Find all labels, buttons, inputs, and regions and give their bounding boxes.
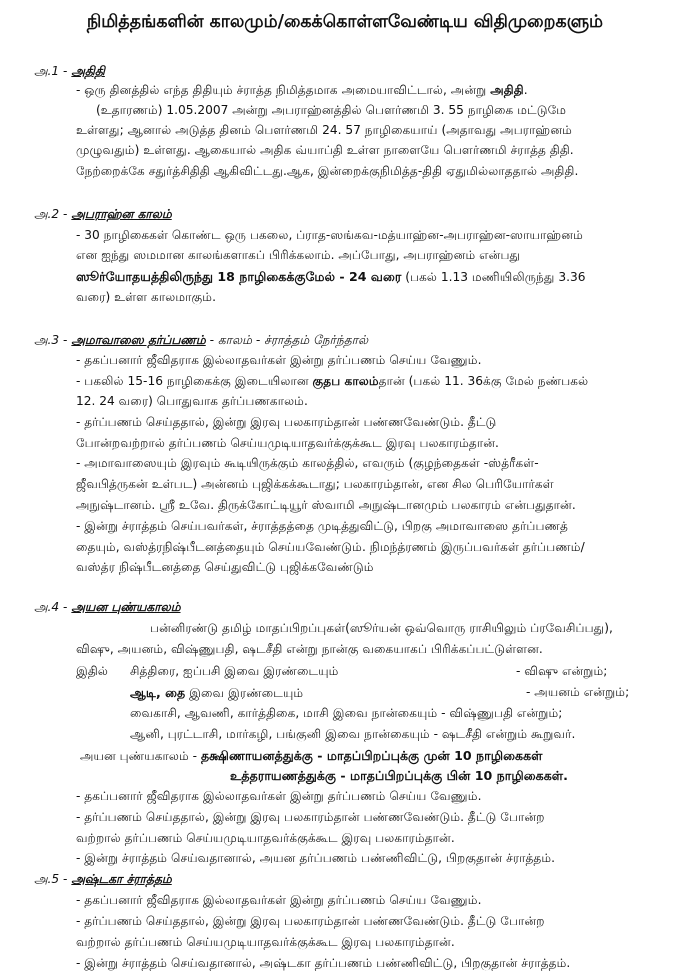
- paragraph-line: - தர்ப்பணம் செய்ததால், இன்று இரவு பலகாரம்தான் பண்ணவேண்டும். தீட்டு போன்ற: [76, 914, 545, 928]
- heading-dash: -: [59, 207, 72, 221]
- section-title: அதிதி: [71, 64, 105, 78]
- text-span: (பகல் 1.13 மணியிலிருந்து 3.36: [401, 270, 586, 284]
- paragraph-line: - இன்று ச்ராத்தம் செய்வதானால், அயன தர்ப்பணம் பண்ணிவிட்டு, பிறகுதான் ச்ராத்தம்.: [76, 851, 556, 865]
- page-title: நிமித்தங்களின் காலமும்/கைக்கொள்ளவேண்டிய விதிமுறைகளும்: [86, 12, 604, 32]
- paragraph-line: அநுஷ்டானம். ஸ்ரீ உவே. திருக்கோட்டியூர் ஸ்வாமி அநுஷ்டானமும் பலகாரம் என்பதுதான்.: [76, 498, 576, 512]
- classification-row: ஆனி, புரட்டாசி, மார்கழி, பங்குனி இவை நான்கையும் - ஷடசீதி என்றும் கூறுவர்.: [130, 727, 576, 741]
- section-2-heading: [34, 207, 172, 222]
- text-span: அயன புண்யகாலம் -: [80, 749, 201, 763]
- heading-dash: -: [59, 333, 72, 347]
- heading-dash: -: [59, 64, 72, 78]
- section-number: அ.1: [34, 64, 60, 78]
- paragraph-line: வற்றால் தர்ப்பணம் செய்யமுடியாதவர்க்குக்கூட இரவு பலகாரம்தான்.: [76, 935, 455, 949]
- classification-type: - அயனம் என்றும்;: [526, 685, 630, 699]
- section-title: அயன புண்யகாலம்: [71, 600, 181, 614]
- section-subtitle: - காலம் - ச்ராத்தம் நேர்ந்தால்: [205, 333, 369, 347]
- text-span: - ஒரு தினத்தில் எந்த திதியும் ச்ராத்த நிமித்தமாக அமையாவிட்டால், அன்று: [76, 83, 491, 97]
- paragraph-line: (உதாரணம்) 1.05.2007 அன்று அபராஹ்னத்தில் பௌர்ணமி 3. 55 நாழிகை மட்டுமே: [96, 103, 567, 117]
- paragraph-line: என ஐந்து ஸமமான காலங்களாகப் பிரிக்கலாம். அப்போது, அபராஹ்னம் என்பது: [76, 248, 521, 262]
- section-5-heading: [34, 872, 172, 887]
- paragraph-line: தையும், வஸ்த்ரநிஷ்பீடனத்தையும் செய்யவேண்டும். நிமந்த்ரணம் இருப்பவர்கள் தர்ப்பணம்/: [76, 540, 585, 554]
- paragraph-line: - தர்ப்பணம் செய்ததால், இன்று இரவு பலகாரம்தான் பண்ணவேண்டும். தீட்டு: [76, 415, 497, 429]
- classification-type: - விஷு என்றும்;: [516, 664, 608, 678]
- paragraph-line: - இன்று ச்ராத்தம் செய்வதானால், அஷ்டகா தர்ப்பணம் பண்ணிவிட்டு, பிறகுதான் ச்ராத்தம்.: [76, 956, 571, 970]
- paragraph-line: - தகப்பனார் ஜீவிதராக இல்லாதவர்கள் இன்று தர்ப்பணம் செய்ய வேணும்.: [76, 893, 482, 907]
- paragraph-line: நேற்றைக்கே சதுர்த்சிதிதி ஆகிவிட்டது.ஆக, இன்றைக்குநிமித்த-திதி ஏதுமில்லாததால் அதிதி.: [76, 164, 579, 178]
- ayana-line: [80, 748, 543, 764]
- paragraph-line: - தகப்பனார் ஜீவிதராக இல்லாதவர்கள் இன்று தர்ப்பணம் செய்ய வேணும்.: [76, 353, 482, 367]
- paragraph-line: - அமாவாஸையும் இரவும் கூடியிருக்கும் காலத்தில், எவரும் (குழந்தைகள் -ஸ்த்ரீகள்-: [76, 456, 539, 470]
- paragraph-line: - இன்று ச்ராத்தம் செய்பவர்கள், ச்ராத்தத்தை முடித்துவிட்டு, பிறகு அமாவாஸை தர்ப்பணத்: [76, 519, 568, 533]
- section-number: அ.3: [34, 333, 60, 347]
- bold-term: உத்தராயணத்துக்கு - மாதப்பிறப்புக்கு பின் 10 நாழிகைகள்.: [230, 768, 568, 783]
- classification-label: இதில்: [76, 664, 108, 678]
- paragraph-line: - 30 நாழிகைகள் கொண்ட ஒரு பகலை, ப்ராத-ஸங்கவ-மத்யாஹ்ன-அபராஹ்ன-ஸாயாஹ்னம்: [76, 228, 583, 242]
- section-title: அமாவாஸை தர்ப்பணம்: [71, 333, 206, 347]
- text-span: இவை இரண்டையும்: [185, 686, 304, 700]
- paragraph-line: முழுவதும்) உள்ளது. ஆகையால் அதிக வ்யாப்தி உள்ள நாளையே பௌர்ணமி ச்ராத்த திதி.: [76, 143, 574, 157]
- bold-term: அதிதி: [490, 83, 524, 97]
- paragraph-line: பன்னிரண்டு தமிழ் மாதப்பிறப்புகள்(ஸூர்யன் ஒவ்வொரு ராசியிலும் ப்ரவேசிப்பது),: [150, 621, 613, 635]
- paragraph-line: வரை) உள்ள காலமாகும்.: [76, 290, 216, 304]
- paragraph-line: வற்றால் தர்ப்பணம் செய்யமுடியாதவர்க்குக்கூட இரவு பலகாரம்தான்.: [76, 831, 455, 845]
- text-span: - பகலில் 15-16 நாழிகைக்கு இடையிலான: [76, 374, 313, 388]
- paragraph-line: ஜீவபித்ருகன் உள்பட) அன்னம் புஜிக்கக்கூடாது; பலகாரம்தான், என சில பெரியோர்கள்: [76, 477, 554, 491]
- section-title: அபராஹ்ன காலம்: [71, 207, 172, 221]
- section-4-heading: [34, 600, 181, 615]
- heading-dash: -: [59, 600, 72, 614]
- paragraph-line: [76, 269, 585, 285]
- paragraph-line: வஸ்த்ர நிஷ்பீடனத்தை செய்துவிட்டு புஜிக்கவேண்டும்: [76, 560, 374, 574]
- paragraph-line: - தகப்பனார் ஜீவிதராக இல்லாதவர்கள் இன்று தர்ப்பணம் செய்ய வேணும்.: [76, 789, 482, 803]
- bold-term: ஆடி, தை: [130, 685, 186, 700]
- classification-months: [130, 685, 303, 701]
- section-number: அ.5: [34, 872, 60, 886]
- paragraph-line: 12. 24 வரை) பொதுவாக தர்ப்பணகாலம்.: [76, 394, 308, 408]
- paragraph-line: போன்றவற்றால் தர்ப்பணம் செய்யமுடியாதவர்க்குக்கூட இரவு பலகாரம்தான்.: [76, 436, 499, 450]
- section-1-heading: [34, 64, 105, 79]
- text-span: .: [523, 83, 528, 97]
- classification-row: வைகாசி, ஆவணி, கார்த்திகை, மாசி இவை நான்கையும் - விஷ்ணுபதி என்றும்;: [130, 706, 563, 720]
- classification-months: சித்திரை, ஐப்பசி இவை இரண்டையும்: [130, 664, 339, 678]
- bold-term: ஸூர்யோதயத்திலிருந்து 18 நாழிகைக்குமேல் - 24 வரை: [76, 269, 402, 284]
- section-3-heading: [34, 333, 368, 348]
- paragraph-line: உள்ளது; ஆனால் அடுத்த தினம் பௌர்ணமி 24. 57 நாழிகையாய் (அதாவது அபராஹ்னம்: [76, 123, 572, 137]
- paragraph-line: விஷு, அயனம், விஷ்ணுபதி, ஷடசீதி என்று நான்கு வகையாகப் பிரிக்கப்பட்டுள்ளன.: [76, 642, 543, 656]
- bold-term: குதப காலம்: [312, 374, 379, 388]
- paragraph-line: [76, 374, 588, 389]
- paragraph-line: [76, 83, 528, 98]
- section-title: அஷ்டகா ச்ராத்தம்: [71, 872, 172, 886]
- ayana-line: [230, 768, 568, 784]
- text-span: தான் (பகல் 11. 36க்கு மேல் நண்பகல்: [378, 374, 589, 388]
- section-number: அ.4: [34, 600, 60, 614]
- section-number: அ.2: [34, 207, 60, 221]
- paragraph-line: - தர்ப்பணம் செய்ததால், இன்று இரவு பலகாரம்தான் பண்ணவேண்டும். தீட்டு போன்ற: [76, 810, 545, 824]
- bold-term: தக்ஷிணாயனத்துக்கு - மாதப்பிறப்புக்கு முன் 10 நாழிகைகள்: [200, 748, 543, 763]
- heading-dash: -: [59, 872, 72, 886]
